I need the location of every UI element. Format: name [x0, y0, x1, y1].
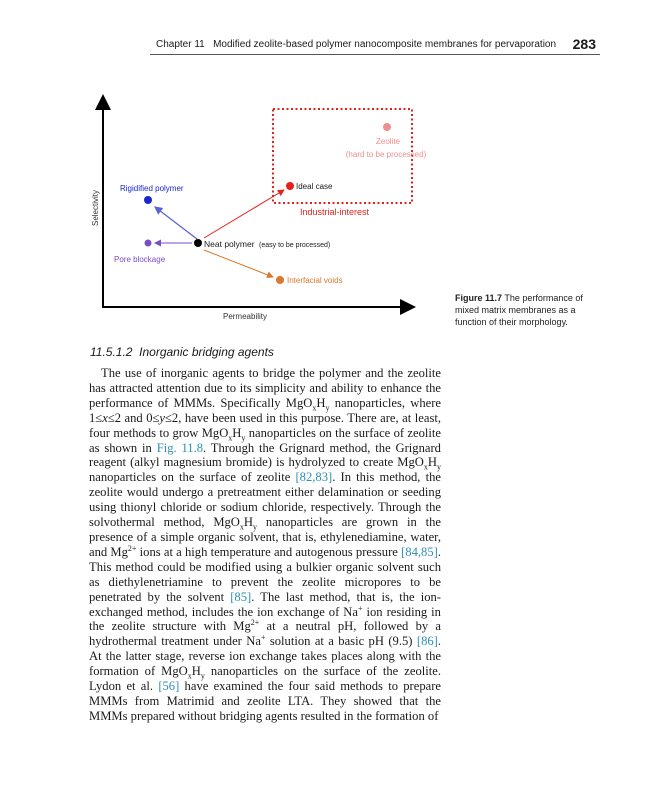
- interfacial-voids-arrow: [204, 250, 273, 277]
- interfacial-voids-label: Interfacial voids: [287, 276, 343, 285]
- rigidified-arrow: [155, 207, 197, 239]
- neat-polymer-point: [194, 239, 202, 247]
- citation-link[interactable]: [85]: [230, 589, 252, 604]
- neat-polymer-label: Neat polymer (easy to be processed): [204, 239, 331, 249]
- zeolite-point: [383, 123, 391, 131]
- header-rule: [150, 54, 600, 55]
- rigidified-polymer-point: [144, 196, 152, 204]
- ideal-case-label: Ideal case: [296, 182, 333, 191]
- figure-caption: Figure 11.7 The performance of mixed matrix membranes as a function of their morphology.: [455, 293, 583, 327]
- section-heading: 11.5.1.2 Inorganic bridging agents: [90, 345, 274, 359]
- citation-link[interactable]: [82,83]: [295, 470, 333, 485]
- pore-blockage-label: Pore blockage: [114, 255, 166, 264]
- citation-link[interactable]: [84,85]: [401, 544, 438, 559]
- figure-link[interactable]: Fig. 11.8: [156, 440, 204, 455]
- x-axis-label: Permeability: [222, 312, 268, 321]
- paragraph: The use of inorganic agents to bridge the polymer and the zeolite has attracted attention due to its simplicity and ability to enhance the performance of MMMs. Specifically $MgO_xH_y$ nanoparticles, where 1≤x≤2 and 0≤y≤2, have been used in this purpose. There are, at least, four methods to grow $MgO_xH_y$ nanoparticles on the surface of zeolite as shown in Fig. 11.8. Through the Grignard method, the Grignard reagent (alkyl magnesium bromide) is hydrolyzed to create $MgO_xH_y$ nanoparticles on the surface of zeolite [82,83]. In this method, the zeolite would undergo a pretreatment either delamination or seeding using thionyl chloride or sodium chloride, respectively. Through the solvothermal method, $MgO_xH_y$ nanoparticles are grown in the presence of a simple organic solvent, that is, ethylenediamine, water, and $Mg^{2+}$ ions at a high temperature and autogenous pressure [84,85]. This method could be modified using a bulkier organic solvent such as diethylenetriamine to prevent the zeolite micropores to be penetrated by the solvent [85]. The last method, that is, the ion-exchanged method, includes the ion exchange of Na+ ion residing in the zeolite structure with $Mg^{2+}$ at a neutral pH, followed by a hydrothermal treatment under Na+ solution at a basic pH (9.5) [86]. At the latter stage, reverse ion exchange takes places along with the formation of $MgO_xH_y$ nanoparticles on the surface of the zeolite. Lydon et al. [56] have examined the four said methods to prepare MMMs from Matrimid and zeolite LTA. They showed that the MMMs prepared without bridging agents resulted in the formation of: [89, 366, 442, 723]
- ideal-case-arrow: [204, 190, 284, 238]
- performance-figure: [80, 90, 440, 330]
- industrial-interest-label: Industrial-interest: [300, 207, 370, 217]
- interfacial-voids-point: [276, 276, 284, 284]
- body-text: [89, 366, 441, 724]
- citation-link[interactable]: [86]: [416, 634, 438, 649]
- zeolite-label: Zeolite: [375, 137, 401, 146]
- zeolite-note: (hard to be processed): [345, 150, 427, 159]
- running-header: [150, 36, 600, 52]
- y-axis-label: Selectivity: [91, 189, 100, 227]
- citation-link[interactable]: [56]: [158, 679, 180, 694]
- ideal-case-point: [286, 182, 294, 190]
- page-number: 283: [572, 36, 596, 52]
- pore-blockage-point: [145, 240, 152, 247]
- chapter-title: Chapter 11 Modified zeolite-based polymer nanocomposite membranes for pervaporation: [156, 39, 557, 50]
- rigidified-polymer-label: Rigidified polymer: [120, 184, 184, 193]
